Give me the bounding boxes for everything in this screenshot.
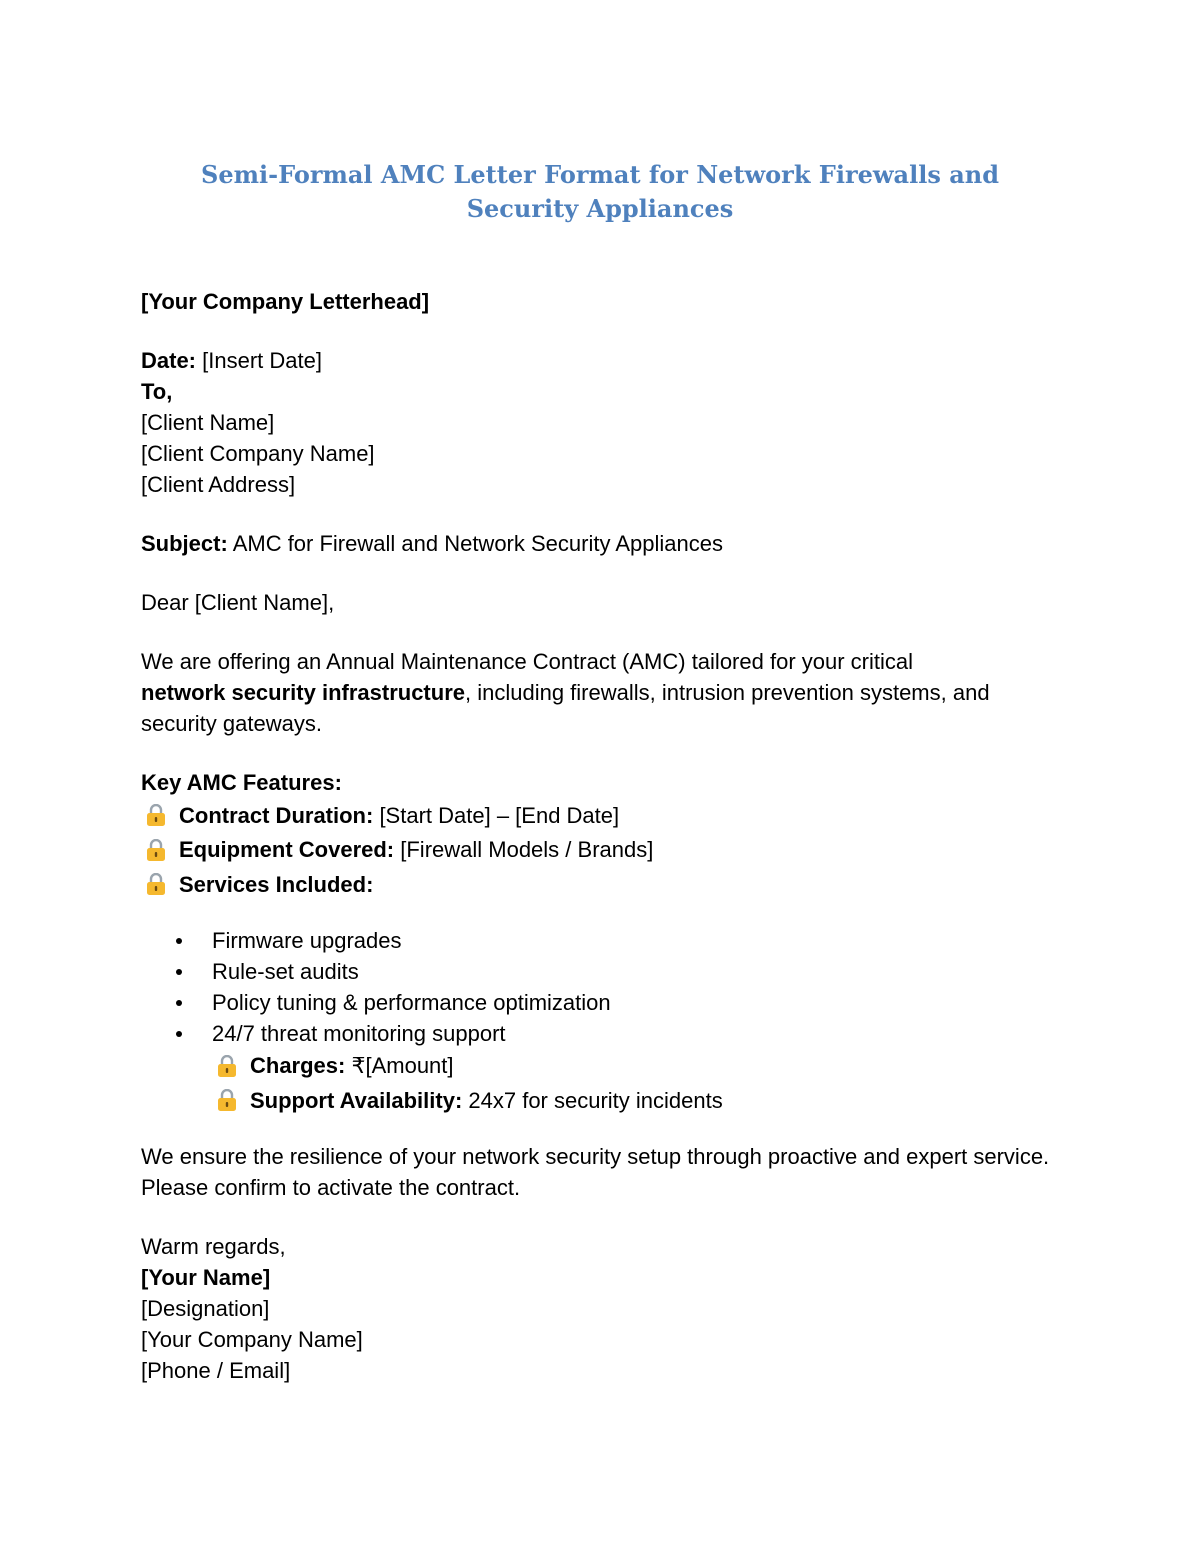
features-heading: Key AMC Features: [141,770,342,795]
to-label: To, [141,379,173,404]
closing-paragraph: We ensure the resilience of your network security setup through proactive and expert service. Please confirm to activate the contract. [141,1143,1050,1200]
sender-designation: [Designation] [141,1295,270,1321]
lock-icon [146,873,166,895]
feature-contract-duration: Contract Duration: [Start Date] – [End Date] [141,798,1061,833]
regards: Warm regards, [141,1233,286,1259]
intro-bold: network security infrastructure [141,680,465,705]
date-label: Date: [141,348,197,373]
lock-icon [146,804,166,826]
list-item: Firmware upgrades [141,925,1061,956]
lock-icon [217,1089,237,1111]
list-item: Rule-set audits [141,956,1061,987]
bullet-icon [176,969,182,975]
list-item: 24/7 threat monitoring support [141,1018,1061,1049]
client-address: [Client Address] [141,472,296,497]
feature-charges: Charges: ₹[Amount] [141,1049,1061,1084]
subject-label: Subject: [141,531,228,556]
letterhead: [Your Company Letterhead] [141,289,430,314]
bullet-icon [176,1000,182,1006]
sender-contact: [Phone / Email] [141,1357,291,1383]
bullet-icon [176,938,182,944]
intro-paragraph: We are offering an Annual Maintenance Contract (AMC) tailored for your critical network security infrastructure, including firewalls, intrusion prevention systems, and security gateways. [141,649,990,736]
feature-support-availability: Support Availability: 24x7 for security incidents [141,1083,1061,1118]
date-value: [Insert Date] [196,348,322,373]
sender-name: [Your Name] [141,1264,271,1290]
client-name: [Client Name] [141,410,275,435]
bullet-icon [176,1031,182,1037]
lock-icon [146,839,166,861]
subject-line [141,528,1061,559]
client-company: [Client Company Name] [141,441,375,466]
letter-body [141,286,1061,1386]
list-item: Policy tuning & performance optimization [141,987,1061,1018]
feature-services-included: Services Included: [141,867,1061,902]
feature-equipment-covered: Equipment Covered: [Firewall Models / Brands] [141,833,1061,868]
services-list [141,925,1061,1049]
lock-icon [217,1055,237,1077]
page-title: Semi-Formal AMC Letter Format for Network Firewalls and Security Appliances [201,160,999,223]
date-line [141,345,1061,376]
sender-company: [Your Company Name] [141,1326,363,1352]
salutation: Dear [Client Name], [141,590,335,615]
subject-value: AMC for Firewall and Network Security Appliances [227,531,723,556]
